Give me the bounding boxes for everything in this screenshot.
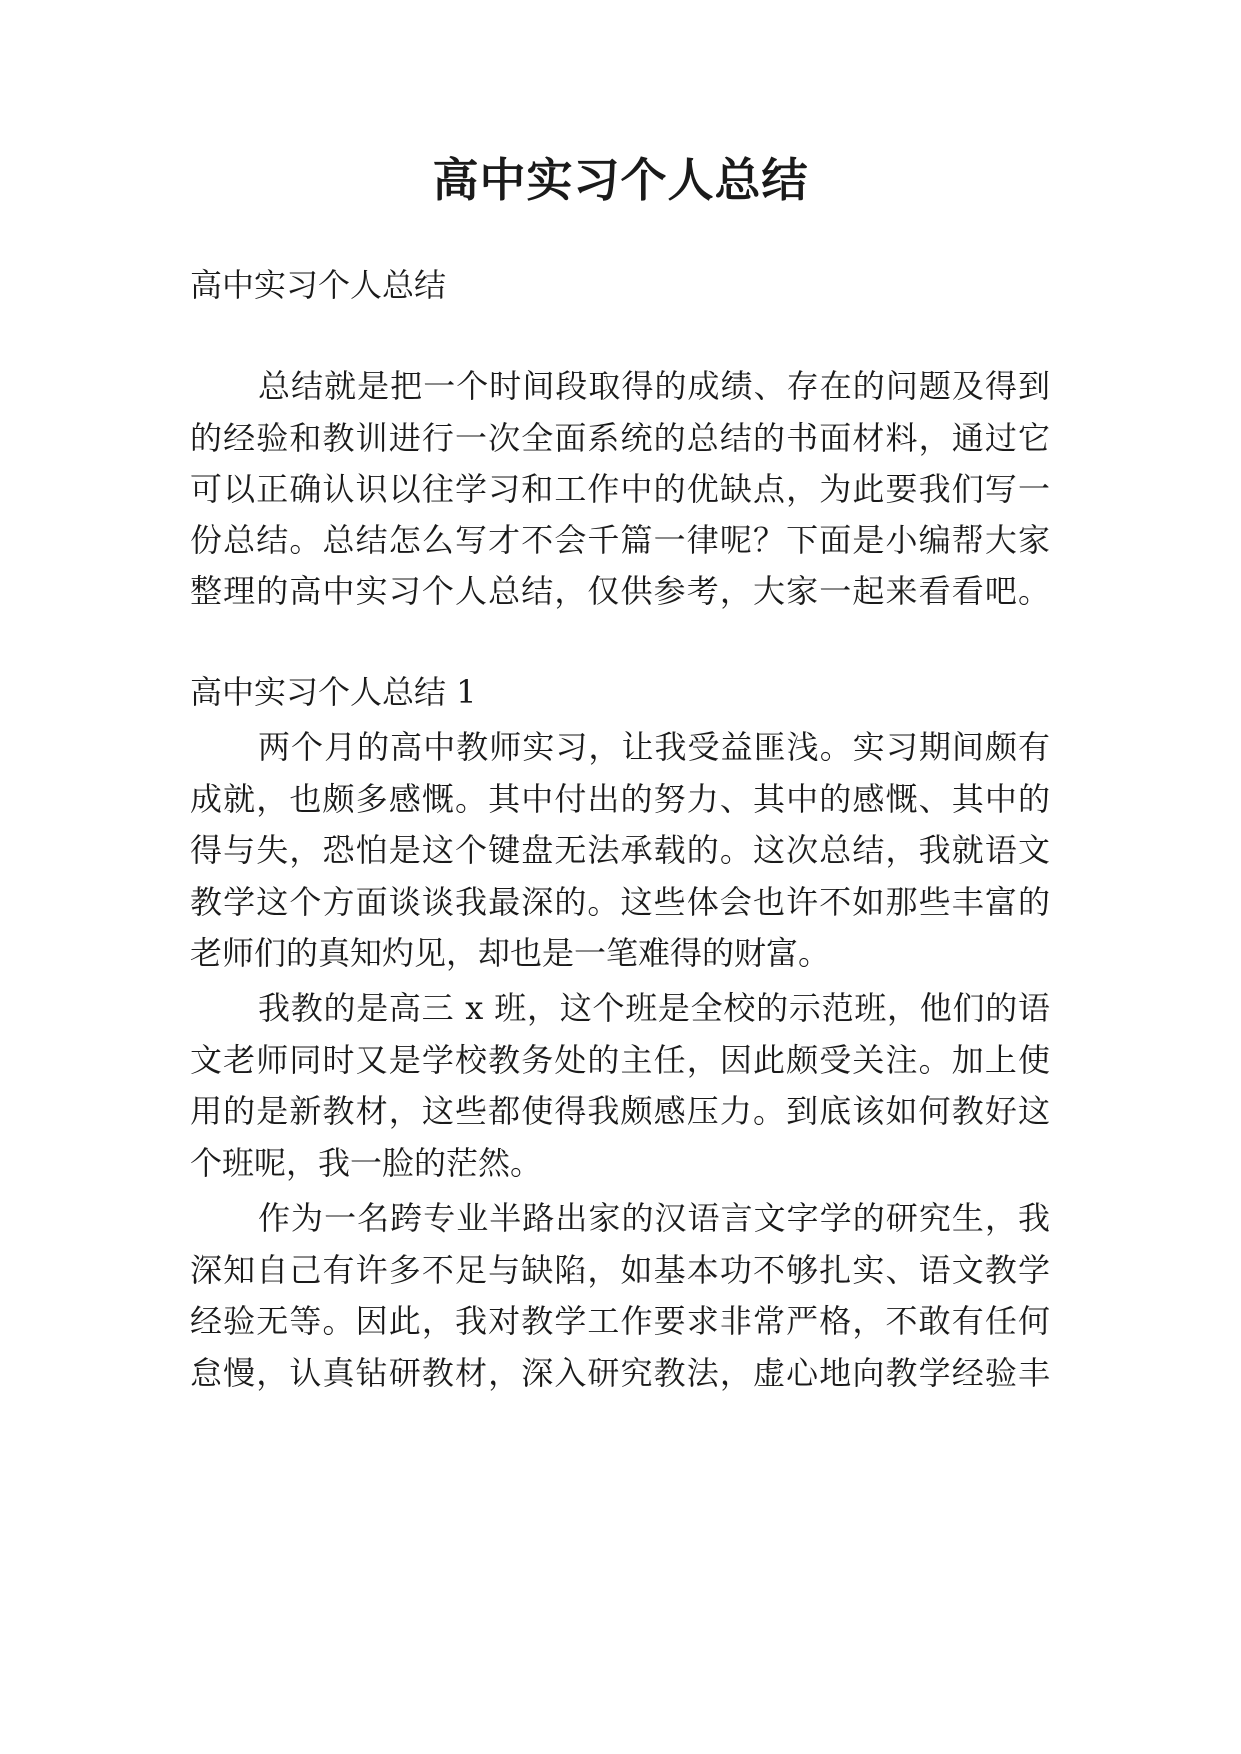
intro-line: 总结就是把一个时间段取得的成绩、存在的问题及得到 xyxy=(258,367,1050,405)
paragraph-line: 老师们的真知灼见，却也是一笔难得的财富。 xyxy=(190,934,831,972)
paragraph-line: 得与失，恐怕是这个键盘无法承载的。这次总结，我就语文 xyxy=(190,831,1050,869)
paragraph-line: 教学这个方面谈谈我最深的。这些体会也许不如那些丰富的 xyxy=(190,883,1050,921)
document-title: 高中实习个人总结 xyxy=(432,153,809,207)
paragraph-line: 两个月的高中教师实习，让我受益匪浅。实习期间颇有 xyxy=(258,728,1050,766)
paragraph-line: 经验无等。因此，我对教学工作要求非常严格，不敢有任何 xyxy=(190,1302,1050,1340)
intro-line: 的经验和教训进行一次全面系统的总结的书面材料，通过它 xyxy=(190,419,1050,457)
paragraph-line: 成就，也颇多感慨。其中付出的努力、其中的感慨、其中的 xyxy=(190,780,1050,818)
section-heading: 高中实习个人总结 1 xyxy=(190,673,477,711)
paragraph-line: 深知自己有许多不足与缺陷，如基本功不够扎实、语文教学 xyxy=(190,1251,1050,1289)
paragraph-line: 个班呢，我一脸的茫然。 xyxy=(190,1144,543,1182)
paragraph-line: 作为一名跨专业半路出家的汉语言文字学的研究生，我 xyxy=(258,1199,1050,1237)
paragraph-line: 用的是新教材，这些都使得我颇感压力。到底该如何教好这 xyxy=(190,1092,1050,1130)
paragraph-line: 文老师同时又是学校教务处的主任，因此颇受关注。加上使 xyxy=(190,1041,1050,1079)
subtitle-heading: 高中实习个人总结 xyxy=(190,266,447,304)
intro-line: 整理的高中实习个人总结，仅供参考，大家一起来看看吧。 xyxy=(190,572,1050,610)
paragraph-line: 我教的是高三 x 班，这个班是全校的示范班，他们的语 xyxy=(258,989,1050,1027)
intro-line: 份总结。总结怎么写才不会千篇一律呢？下面是小编帮大家 xyxy=(190,521,1050,559)
paragraph-line: 怠慢，认真钻研教材，深入研究教法，虚心地向教学经验丰 xyxy=(190,1354,1050,1392)
intro-line: 可以正确认识以往学习和工作中的优缺点，为此要我们写一 xyxy=(190,470,1050,508)
